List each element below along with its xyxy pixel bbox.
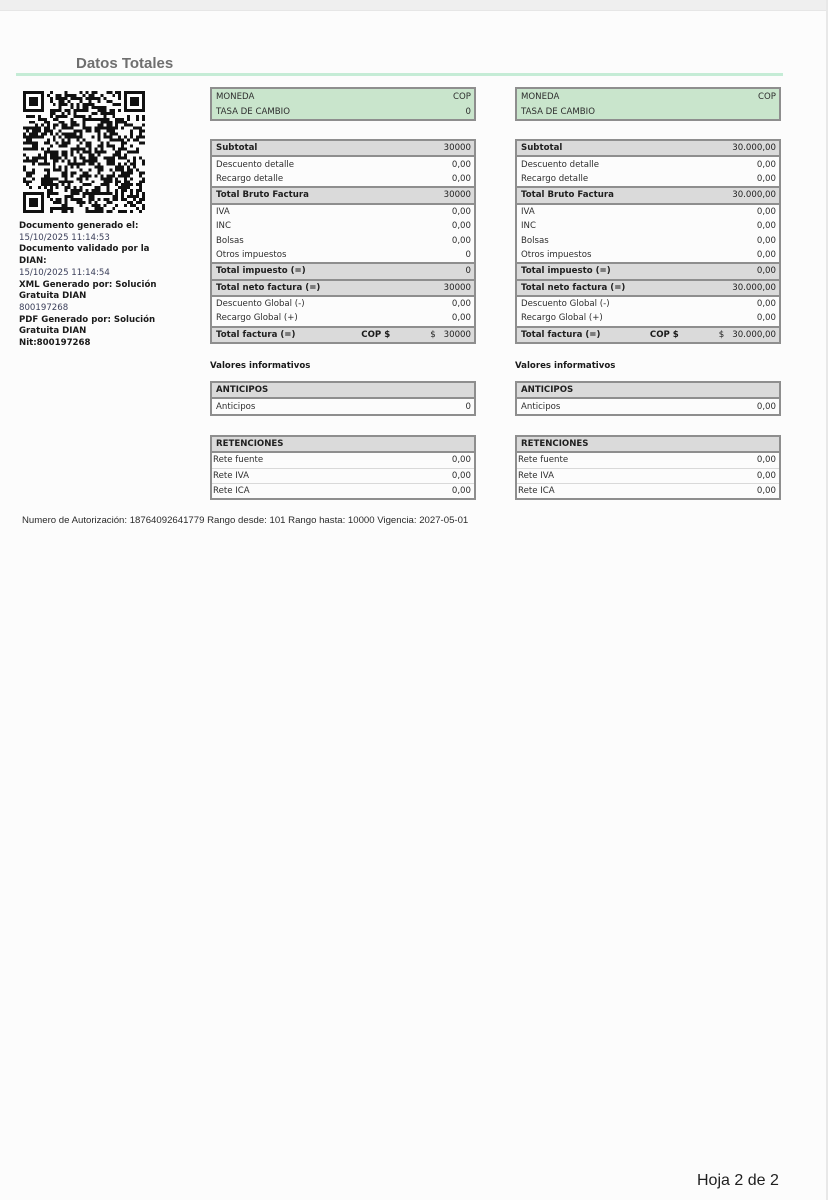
retencion-row — [517, 453, 779, 468]
qr-code-icon — [23, 91, 145, 213]
recargo-detalle-row — [212, 172, 474, 186]
currency-table — [210, 87, 476, 121]
pdf-nit: Nit:800197268 — [19, 338, 91, 349]
anticipos-table — [515, 381, 781, 416]
qr-finder-pattern — [130, 97, 139, 106]
retencion-value: 0,00 — [756, 470, 776, 481]
retencion-label: Rete ICA — [518, 486, 555, 497]
anticipos-label: Anticipos — [521, 401, 561, 412]
total-factura-row — [212, 326, 474, 342]
total-impuesto-value: 0,00 — [756, 266, 776, 277]
total-factura-amount: 30000 — [443, 329, 471, 340]
tasa-label: TASA DE CAMBIO — [216, 106, 290, 117]
total-factura-currency: COP $ — [361, 329, 391, 340]
moneda-value: COP — [758, 91, 776, 102]
total-impuesto-row — [517, 262, 779, 280]
moneda-value: COP — [453, 91, 471, 102]
page-number: Hoja 2 de 2 — [697, 1172, 779, 1189]
retencion-label: Rete fuente — [213, 455, 264, 466]
currency-table — [515, 87, 781, 121]
retenciones-header-label: RETENCIONES — [521, 439, 589, 450]
inc-value: 0,00 — [451, 221, 471, 232]
title-divider — [16, 73, 783, 76]
currency-symbol: $ — [718, 329, 725, 340]
retencion-row — [212, 484, 474, 498]
totals-table — [210, 139, 476, 344]
total-impuesto-row — [212, 262, 474, 280]
retenciones-header — [212, 437, 474, 453]
totals-column-2 — [515, 87, 781, 500]
anticipos-header-label: ANTICIPOS — [216, 385, 269, 396]
anticipos-header — [517, 383, 779, 399]
retencion-row — [212, 453, 474, 468]
retenciones-table — [210, 435, 476, 501]
exchange-rate-row — [212, 104, 474, 119]
exchange-rate-row — [517, 104, 779, 119]
total-factura-value — [430, 330, 471, 340]
document-metadata — [19, 221, 179, 350]
retencion-row — [212, 469, 474, 484]
inc-row — [212, 219, 474, 233]
subtotal-label: Subtotal — [216, 143, 258, 154]
bolsas-row — [212, 233, 474, 247]
total-neto-value: 30.000,00 — [732, 282, 776, 293]
inc-value: 0,00 — [756, 221, 776, 232]
descuento-detalle-value: 0,00 — [756, 159, 776, 170]
total-impuesto-value: 0 — [465, 266, 471, 277]
total-factura-label: Total factura (=) — [216, 329, 296, 340]
otros-impuestos-value: 0,00 — [756, 249, 776, 260]
currency-row — [517, 89, 779, 104]
otros-impuestos-row — [517, 248, 779, 262]
descuento-detalle-label: Descuento detalle — [521, 159, 600, 170]
descuento-detalle-value: 0,00 — [451, 159, 471, 170]
bolsas-row — [517, 233, 779, 247]
xml-generated-label: XML Generado por: Solución Gratuita DIAN — [19, 279, 157, 302]
iva-value: 0,00 — [756, 206, 776, 217]
bolsas-value: 0,00 — [756, 235, 776, 246]
inc-label: INC — [521, 221, 536, 232]
otros-impuestos-row — [212, 248, 474, 262]
anticipos-row — [212, 399, 474, 413]
total-neto-label: Total neto factura (=) — [521, 282, 626, 293]
anticipos-table — [210, 381, 476, 416]
bolsas-value: 0,00 — [451, 235, 471, 246]
recargo-global-label: Recargo Global (+) — [216, 313, 298, 324]
qr-finder-pattern — [29, 198, 38, 207]
descuento-detalle-row — [517, 157, 779, 171]
pdf-generated-label: PDF Generado por: Solución Gratuita DIAN — [19, 314, 156, 337]
iva-row — [212, 205, 474, 219]
retencion-value: 0,00 — [756, 486, 776, 497]
total-bruto-value: 30000 — [443, 190, 471, 201]
otros-impuestos-label: Otros impuestos — [521, 249, 592, 260]
recargo-detalle-value: 0,00 — [756, 173, 776, 184]
anticipos-value: 0 — [465, 401, 471, 412]
subtotal-row — [212, 141, 474, 157]
generated-value: 15/10/2025 11:14:53 — [19, 232, 110, 243]
total-impuesto-label: Total impuesto (=) — [216, 266, 306, 277]
iva-value: 0,00 — [451, 206, 471, 217]
tasa-label: TASA DE CAMBIO — [521, 106, 595, 117]
total-factura-label: Total factura (=) — [521, 329, 601, 340]
anticipos-label: Anticipos — [216, 401, 256, 412]
total-bruto-value: 30.000,00 — [732, 190, 776, 201]
descuento-global-value: 0,00 — [451, 299, 471, 310]
retencion-row — [517, 484, 779, 498]
bolsas-label: Bolsas — [521, 235, 549, 246]
retencion-value: 0,00 — [756, 455, 776, 466]
recargo-detalle-row — [517, 172, 779, 186]
inc-label: INC — [216, 221, 231, 232]
retencion-value: 0,00 — [451, 455, 471, 466]
retencion-value: 0,00 — [451, 486, 471, 497]
retenciones-table — [515, 435, 781, 501]
validated-value: 15/10/2025 11:14:54 — [19, 267, 110, 278]
subtotal-value: 30000 — [443, 143, 471, 154]
moneda-label: MONEDA — [521, 91, 560, 102]
inc-row — [517, 219, 779, 233]
descuento-global-value: 0,00 — [756, 299, 776, 310]
recargo-detalle-label: Recargo detalle — [521, 173, 589, 184]
authorization-info: Numero de Autorización: 18764092641779 Rango desde: 101 Rango hasta: 10000 Vigencia: 2027-05-01 — [22, 515, 469, 526]
total-impuesto-label: Total impuesto (=) — [521, 266, 611, 277]
retenciones-header-label: RETENCIONES — [216, 439, 284, 450]
xml-generated-value: 800197268 — [19, 302, 69, 313]
retencion-label: Rete fuente — [518, 455, 569, 466]
totals-table — [515, 139, 781, 344]
recargo-global-label: Recargo Global (+) — [521, 313, 603, 324]
generated-label: Documento generado el: — [19, 221, 139, 231]
total-bruto-label: Total Bruto Factura — [216, 190, 309, 201]
total-neto-row — [517, 281, 779, 297]
recargo-detalle-value: 0,00 — [451, 173, 471, 184]
retencion-label: Rete ICA — [213, 486, 250, 497]
retencion-value: 0,00 — [451, 470, 471, 481]
iva-row — [517, 205, 779, 219]
informative-values-title: Valores informativos — [515, 361, 616, 372]
subtotal-row — [517, 141, 779, 157]
subtotal-value: 30.000,00 — [732, 143, 776, 154]
total-neto-row — [212, 281, 474, 297]
total-factura-value — [719, 330, 776, 340]
iva-label: IVA — [216, 206, 230, 217]
currency-row — [212, 89, 474, 104]
retencion-row — [517, 469, 779, 484]
retenciones-header — [517, 437, 779, 453]
total-neto-value: 30000 — [443, 282, 471, 293]
subtotal-label: Subtotal — [521, 143, 563, 154]
validated-label: Documento validado por la DIAN: — [19, 244, 150, 267]
descuento-global-row — [212, 297, 474, 311]
anticipos-value: 0,00 — [756, 401, 776, 412]
iva-label: IVA — [521, 206, 535, 217]
descuento-global-label: Descuento Global (-) — [521, 299, 610, 310]
otros-impuestos-value: 0 — [465, 249, 471, 260]
anticipos-header — [212, 383, 474, 399]
tasa-value: 0 — [465, 106, 471, 117]
moneda-label: MONEDA — [216, 91, 255, 102]
retencion-label: Rete IVA — [518, 470, 555, 481]
total-factura-amount: 30.000,00 — [732, 329, 776, 340]
window-top-bar — [0, 0, 828, 11]
descuento-global-row — [517, 297, 779, 311]
descuento-detalle-row — [212, 157, 474, 171]
section-title: Datos Totales — [76, 55, 174, 72]
descuento-detalle-label: Descuento detalle — [216, 159, 295, 170]
anticipos-row — [517, 399, 779, 413]
informative-values-title: Valores informativos — [210, 361, 311, 372]
otros-impuestos-label: Otros impuestos — [216, 249, 287, 260]
currency-symbol: $ — [430, 329, 436, 340]
total-bruto-row — [517, 186, 779, 204]
descuento-global-label: Descuento Global (-) — [216, 299, 305, 310]
bolsas-label: Bolsas — [216, 235, 244, 246]
recargo-detalle-label: Recargo detalle — [216, 173, 284, 184]
total-bruto-row — [212, 186, 474, 204]
recargo-global-row — [517, 311, 779, 325]
recargo-global-value: 0,00 — [756, 313, 776, 324]
anticipos-header-label: ANTICIPOS — [521, 385, 574, 396]
qr-finder-pattern — [29, 97, 38, 106]
total-neto-label: Total neto factura (=) — [216, 282, 321, 293]
total-bruto-label: Total Bruto Factura — [521, 190, 614, 201]
recargo-global-row — [212, 311, 474, 325]
total-factura-row — [517, 326, 779, 342]
total-factura-currency: COP $ — [649, 329, 679, 340]
recargo-global-value: 0,00 — [451, 313, 471, 324]
totals-column-1 — [210, 87, 476, 500]
retencion-label: Rete IVA — [213, 470, 250, 481]
